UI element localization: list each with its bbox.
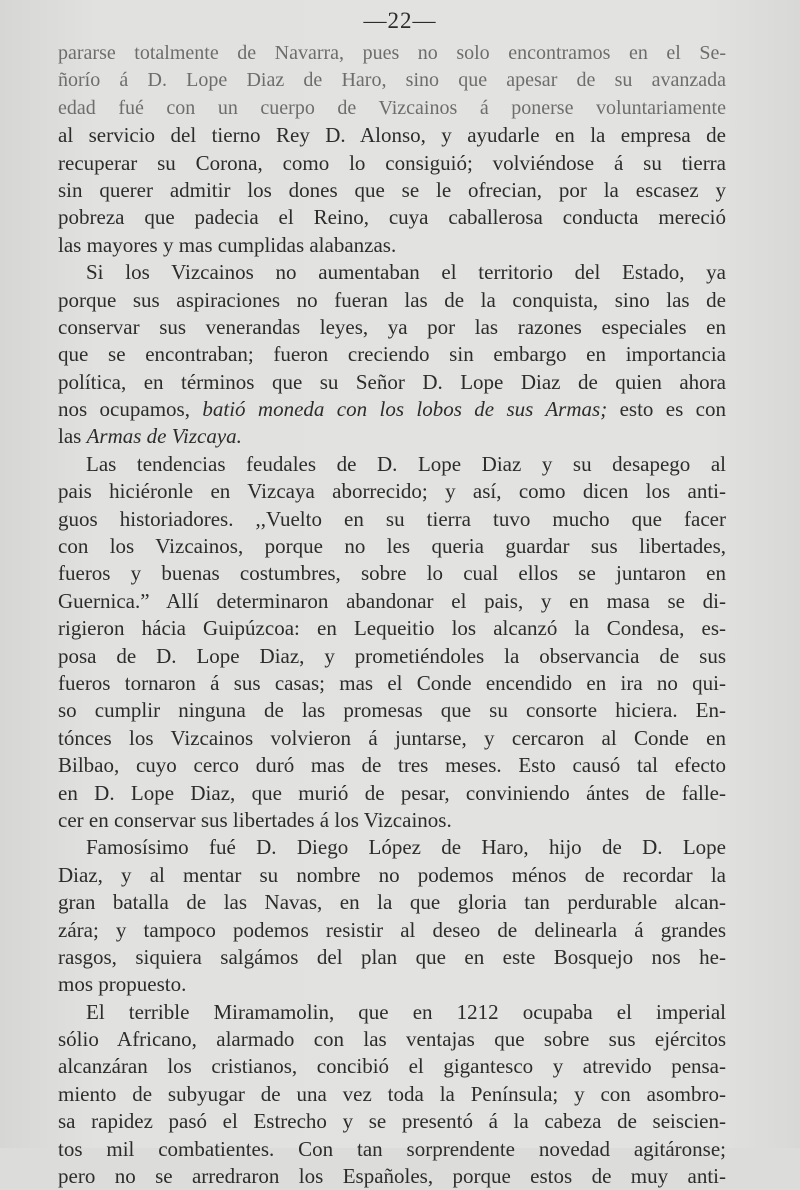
text-run: las bbox=[58, 424, 82, 449]
text-line: Si los Vizcainos no aumentaban el territorio del Estado, ya bbox=[86, 260, 726, 285]
text-line: edad fué con un cuerpo de Vizcainos á ponerse voluntariamente bbox=[58, 96, 726, 119]
paragraph bbox=[58, 40, 726, 259]
text-line: so cumplir ninguna de las promesas que su consorte hiciera. En- bbox=[58, 698, 726, 723]
text-line: gran batalla de las Navas, en la que gloria tan perdurable alcan- bbox=[58, 890, 726, 915]
text-line: rigieron hácia Guipúzcoa: en Lequeitio los alcanzó la Condesa, es- bbox=[58, 616, 726, 641]
text-line: cer en conservar sus libertades á los Vizcainos. bbox=[58, 807, 452, 832]
text-line-with-italic bbox=[58, 423, 726, 450]
text-line: política, en términos que su Señor D. Lope Diaz de quien ahora bbox=[58, 369, 726, 394]
text-line: conservar sus venerandas leyes, ya por las razones especiales en bbox=[58, 314, 726, 339]
text-line: que se encontraban; fueron creciendo sin embargo en importancia bbox=[58, 342, 726, 367]
text-line: Diaz, y al mentar su nombre no podemos ménos de recordar la bbox=[58, 862, 726, 887]
paragraph bbox=[58, 451, 726, 834]
text-line: Guernica.” Allí determinaron abandonar el pais, y en masa se di- bbox=[58, 588, 726, 613]
text-line: fueros tornaron á sus casas; mas el Conde encendido en ira no qui- bbox=[58, 670, 726, 695]
text-line: guos historiadores. ,,Vuelto en su tierra tuvo mucho que facer bbox=[58, 506, 726, 531]
text-line: Las tendencias feudales de D. Lope Diaz y su desapego al bbox=[86, 451, 726, 476]
body-text bbox=[58, 40, 726, 1190]
text-line: porque sus aspiraciones no fueran las de la conquista, sino las de bbox=[58, 287, 726, 312]
italic-phrase: Armas de Vizcaya. bbox=[86, 424, 242, 449]
paragraph bbox=[58, 834, 726, 998]
text-line: tos mil combatientes. Con tan sorprendente novedad agitáronse; bbox=[58, 1136, 726, 1161]
text-run: nos ocupamos, bbox=[58, 397, 190, 422]
text-line: pobreza que padecia el Reino, cuya caballerosa conducta mereció bbox=[58, 205, 726, 230]
text-line: El terrible Miramamolin, que en 1212 ocupaba el imperial bbox=[86, 999, 726, 1024]
italic-phrase: batió moneda con los lobos de sus Armas; bbox=[202, 397, 608, 422]
text-line: pais hiciéronle en Vizcaya aborrecido; y así, como dicen los anti- bbox=[58, 479, 726, 504]
text-line: tónces los Vizcainos volvieron á juntarse, y cercaron al Conde en bbox=[58, 725, 726, 750]
text-line: sa rapidez pasó el Estrecho y se presentó á la cabeza de seiscien- bbox=[58, 1109, 726, 1134]
text-line: las mayores y mas cumplidas alabanzas. bbox=[58, 232, 397, 257]
text-line: miento de subyugar de una vez toda la Península; y con asombro- bbox=[58, 1081, 726, 1106]
text-run: esto es con bbox=[619, 397, 726, 422]
text-line: pararse totalmente de Navarra, pues no solo encontramos en el Se- bbox=[58, 42, 726, 64]
text-line: rasgos, siquiera salgámos del plan que en este Bosquejo nos he- bbox=[58, 944, 726, 969]
paragraph bbox=[58, 259, 726, 451]
text-line: con los Vizcainos, porque no les queria guardar sus libertades, bbox=[58, 534, 726, 559]
text-line: Famosísimo fué D. Diego López de Haro, hijo de D. Lope bbox=[86, 835, 726, 860]
paragraph bbox=[58, 999, 726, 1190]
text-line: posa de D. Lope Diaz, y prometiéndoles la observancia de sus bbox=[58, 643, 726, 668]
text-line: ñorío á D. Lope Diaz de Haro, sino que apesar de su avanzada bbox=[58, 69, 726, 92]
text-line: al servicio del tierno Rey D. Alonso, y ayudarle en la empresa de bbox=[58, 123, 726, 148]
text-line-with-italic bbox=[58, 396, 726, 423]
text-line: mos propuesto. bbox=[58, 972, 187, 997]
text-line: alcanzáran los cristianos, concibió el gigantesco y atrevido pensa- bbox=[58, 1054, 726, 1079]
text-line: zára; y tampoco podemos resistir al deseo de delinearla á grandes bbox=[58, 917, 726, 942]
text-line: recuperar su Corona, como lo consiguió; volviéndose á su tierra bbox=[58, 150, 726, 175]
text-line: sólio Africano, alarmado con las ventajas que sobre sus ejércitos bbox=[58, 1027, 726, 1052]
text-line: pero no se arredraron los Españoles, porque estos de muy anti- bbox=[58, 1164, 726, 1189]
text-line: fueros y buenas costumbres, sobre lo cual ellos se juntaron en bbox=[58, 561, 726, 586]
text-line: sin querer admitir los dones que se le ofrecian, por la escasez y bbox=[58, 177, 726, 202]
text-line: Bilbao, cuyo cerco duró mas de tres meses. Esto causó tal efecto bbox=[58, 753, 726, 778]
page-number: —22— bbox=[363, 8, 437, 33]
text-line: en D. Lope Diaz, que murió de pesar, conviniendo ántes de falle- bbox=[58, 780, 726, 805]
